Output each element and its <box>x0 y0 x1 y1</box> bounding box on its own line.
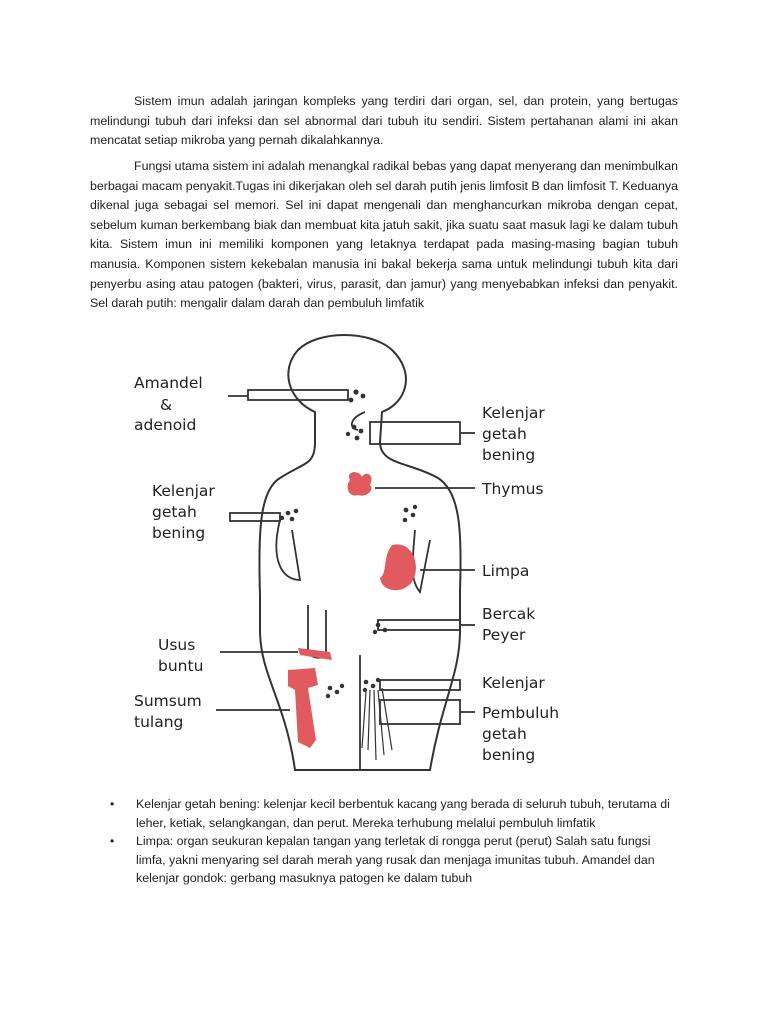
label-thymus: Thymus <box>482 480 544 498</box>
label-kgb-right-1: Kelenjar <box>482 404 545 422</box>
paragraph-intro: Sistem imun adalah jaringan kompleks yang terdiri dari organ, sel, dan protein, yang bertugas melindungi tubuh dari infeksi dan sel abnormal dari tubuh itu sendiri. Sistem pertahanan alami ini akan mencatat setiap mikroba yang pernah dikalahkannya. <box>90 94 678 148</box>
left-arm <box>276 520 300 580</box>
label-kgb-left-2: getah <box>152 503 197 521</box>
bone-marrow-organ <box>288 668 318 748</box>
label-usus-2: buntu <box>158 657 204 675</box>
leader-lines <box>216 390 475 724</box>
label-bercak-1: Bercak <box>482 605 536 623</box>
label-pembuluh-1: Pembuluh <box>482 704 560 722</box>
bullet-list <box>90 795 680 888</box>
label-pembuluh-3: bening <box>482 746 536 764</box>
label-pembuluh-2: getah <box>482 725 527 743</box>
label-kgb-left-3: bening <box>152 524 206 542</box>
list-item: • Kelenjar getah bening: kelenjar kecil berbentuk kacang yang berada di seluruh tubuh, terutama di leher, ketiak, selangkangan, dan perut. Mereka terhubung melalui pembuluh limfatik <box>90 795 680 832</box>
label-adenoid-text: adenoid <box>134 416 197 434</box>
label-kgb-right-3: bening <box>482 446 536 464</box>
list-item: • Limpa: organ seukuran kepalan tangan yang terletak di rongga perut (perut) Salah satu fungsi limfa, yakni menyaring sel darah merah yang rusak dan menjaga imunitas tubuh. Amandel dan kelenjar gondok: gerbang masuknya patogen ke dalam tubuh <box>90 832 680 888</box>
label-sumsum-2: tulang <box>134 713 184 731</box>
immune-system-diagram <box>130 330 570 780</box>
label-sumsum-1: Sumsum <box>134 692 202 710</box>
label-limpa: Limpa <box>482 562 530 580</box>
thymus-organ <box>348 472 372 496</box>
spleen-organ <box>380 544 416 590</box>
label-amandel-and: & <box>160 396 173 414</box>
label-amandel: Amandel <box>134 374 203 392</box>
label-kgb-left-1: Kelenjar <box>152 482 215 500</box>
label-kgb-right-2: getah <box>482 425 527 443</box>
label-usus-1: Usus <box>158 636 196 654</box>
label-bercak-2: Peyer <box>482 626 526 644</box>
paragraph-function: Fungsi utama sistem ini adalah menangkal radikal bebas yang dapat menyerang dan menimbulkan berbagai macam penyakit.Tugas ini dikerjakan oleh sel darah putih jenis limfosit B dan limfosit T. Keduanya dikenal juga sebagai sel memori. Sel ini dapat mengenali dan menghancurkan mikroba dengan cepat, sebelum kuman berkembang biak dan membuat kita jatuh sakit, jika suatu saat masuk lagi ke dalam tubuh kita. Sistem imun ini memiliki komponen yang letaknya terdapat pada masing-masing bagian tubuh manusia. Komponen sistem kekebalan manusia ini bakal bekerja sama untuk melindungi tubuh kita dari penyerbu asing atau patogen (bakteri, virus, parasit, dan jamur) yang menyebabkan infeksi dan penyakit. Sel darah putih: mengalir dalam darah dan pembuluh limfatik <box>90 159 678 311</box>
label-kelenjar: Kelenjar <box>482 674 545 692</box>
